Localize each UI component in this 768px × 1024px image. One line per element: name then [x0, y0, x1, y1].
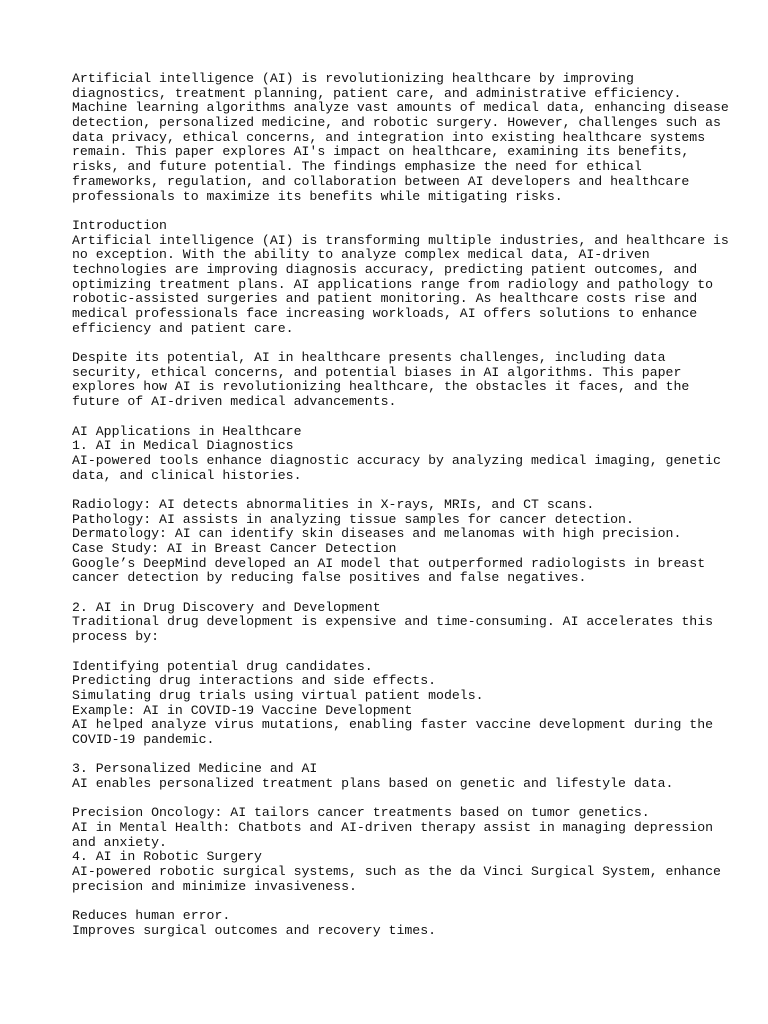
text-line: AI Applications in Healthcare — [72, 423, 302, 439]
text-line: no exception. With the ability to analyze complex medical data, AI-driven — [72, 247, 650, 263]
text-line: AI enables personalized treatment plans based on genetic and lifestyle data. — [72, 776, 674, 791]
blank-line — [72, 645, 712, 660]
text-line: precision and minimize invasiveness. — [72, 878, 357, 894]
blank-line — [72, 748, 712, 763]
text-line: 2. AI in Drug Discovery and Development — [72, 599, 381, 615]
blank-line — [72, 336, 712, 351]
text-line: Improves surgical outcomes and recovery times. — [72, 922, 437, 938]
text-line: AI-powered robotic surgical systems, such as the da Vinci Surgical System, enhance — [72, 864, 721, 880]
text-line: Identifying potential drug candidates. — [72, 658, 373, 674]
blank-line — [72, 586, 712, 601]
text-line: process by: — [72, 629, 160, 645]
text-line: Example: AI in COVID-19 Vaccine Development — [72, 702, 413, 718]
text-line: robotic-assisted surgeries and patient monitoring. As healthcare costs rise and — [72, 291, 698, 307]
text-line: security, ethical concerns, and potential biases in AI algorithms. This paper — [72, 364, 682, 380]
text-line: Artificial intelligence (AI) is revolutionizing healthcare by improving — [72, 71, 634, 86]
text-line: Introduction — [72, 217, 167, 233]
text-line: data, and clinical histories. — [72, 467, 302, 483]
text-line: remain. This paper explores AI's impact on healthcare, examining its benefits, — [72, 144, 690, 160]
text-line: 1. AI in Medical Diagnostics — [72, 438, 294, 454]
text-line: and anxiety. — [72, 834, 167, 850]
text-line: Predicting drug interactions and side effects. — [72, 673, 437, 689]
text-line: professionals to maximize its benefits while mitigating risks. — [72, 188, 563, 204]
text-line: data privacy, ethical concerns, and integration into existing healthcare systems — [72, 129, 706, 145]
text-line: technologies are improving diagnosis accuracy, predicting patient outcomes, and — [72, 261, 698, 277]
text-line: Despite its potential, AI in healthcare presents challenges, including data — [72, 350, 666, 366]
text-line: 3. Personalized Medicine and AI — [72, 761, 318, 777]
text-line: Traditional drug development is expensive and time-consuming. AI accelerates this — [72, 614, 714, 630]
text-line: AI in Mental Health: Chatbots and AI-driven therapy assist in managing depression — [72, 820, 714, 836]
text-line: detection, personalized medicine, and robotic surgery. However, challenges such as — [72, 115, 721, 131]
text-line: AI-powered tools enhance diagnostic accuracy by analyzing medical imaging, genetic — [72, 452, 721, 468]
blank-line — [72, 410, 712, 425]
blank-line — [72, 204, 712, 219]
text-line: Case Study: AI in Breast Cancer Detection — [72, 541, 397, 556]
text-line: diagnostics, treatment planning, patient care, and administrative efficiency. — [72, 85, 682, 101]
text-line: Artificial intelligence (AI) is transforming multiple industries, and healthcare is — [72, 232, 729, 248]
text-line: Radiology: AI detects abnormalities in X-rays, MRIs, and CT scans. — [72, 496, 595, 512]
blank-line — [72, 792, 712, 807]
text-line: Reduces human error. — [72, 908, 231, 924]
text-line: AI helped analyze virus mutations, enabling faster vaccine development during the — [72, 717, 714, 733]
text-line: Dermatology: AI can identify skin diseases and melanomas with high precision. — [72, 526, 682, 542]
text-line: frameworks, regulation, and collaboration between AI developers and healthcare — [72, 173, 690, 189]
text-line: COVID-19 pandemic. — [72, 731, 215, 747]
blank-line — [72, 483, 712, 498]
text-line: Precision Oncology: AI tailors cancer treatments based on tumor genetics. — [72, 805, 650, 821]
blank-line — [72, 895, 712, 910]
text-line: Pathology: AI assists in analyzing tissue samples for cancer detection. — [72, 511, 634, 527]
text-line: cancer detection by reducing false positives and false negatives. — [72, 570, 587, 586]
text-line: Machine learning algorithms analyze vast amounts of medical data, enhancing disease — [72, 100, 729, 116]
text-line: explores how AI is revolutionizing healthcare, the obstacles it faces, and the — [72, 379, 690, 395]
text-line: medical professionals face increasing workloads, AI offers solutions to enhance — [72, 306, 698, 321]
text-line: optimizing treatment plans. AI applications range from radiology and pathology to — [72, 276, 714, 292]
text-line: risks, and future potential. The findings emphasize the need for ethical — [72, 159, 642, 175]
text-line: Simulating drug trials using virtual patient models. — [72, 687, 484, 703]
text-line: Google’s DeepMind developed an AI model that outperformed radiologists in breast — [72, 555, 706, 571]
document-page — [72, 71, 729, 939]
text-line: 4. AI in Robotic Surgery — [72, 849, 262, 865]
text-line: future of AI-driven medical advancements. — [72, 394, 397, 410]
text-line: efficiency and patient care. — [72, 320, 294, 336]
